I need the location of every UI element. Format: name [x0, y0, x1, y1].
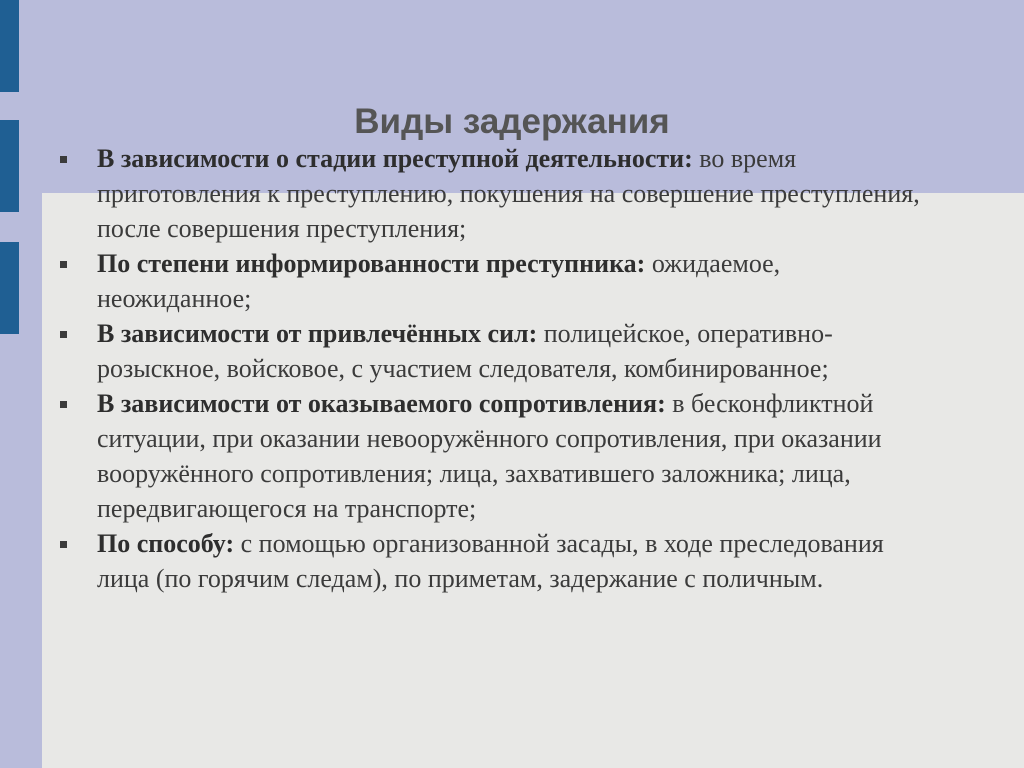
slide-title: Виды задержания — [354, 102, 670, 141]
item-heading: В зависимости от привлечённых сил: — [97, 319, 538, 348]
list-item — [60, 141, 940, 246]
bullet-list — [60, 141, 940, 596]
item-heading: По степени информированности преступника: — [97, 249, 646, 278]
bullet-icon — [60, 331, 67, 338]
item-text: ожидаемое, неожиданное; — [97, 249, 781, 313]
item-text: в бесконфликтной ситуации, при оказании невооружённого сопротивления, при оказании вооружённого сопротивления; лица, захватившего заложника; лица, передвигающегося на транспорте; — [97, 389, 882, 523]
item-heading: В зависимости о стадии преступной деятельности: — [97, 144, 693, 173]
list-item — [60, 526, 940, 596]
accent-bar — [0, 242, 19, 334]
list-item — [60, 386, 940, 526]
list-item — [60, 316, 940, 386]
accent-bar — [0, 0, 19, 92]
item-text: полицейское, оперативно-розыскное, войсковое, с участием следователя, комбинированное; — [97, 319, 833, 383]
bullet-icon — [60, 541, 67, 548]
bullet-icon — [60, 401, 67, 408]
list-item — [60, 246, 940, 316]
item-text: с помощью организованной засады, в ходе преследования лица (по горячим следам), по приметам, задержание с поличным. — [97, 529, 884, 593]
bullet-icon — [60, 156, 67, 163]
item-heading: В зависимости от оказываемого сопротивления: — [97, 389, 666, 418]
item-heading: По способу: — [97, 529, 235, 558]
bullet-icon — [60, 261, 67, 268]
item-text: во время приготовления к преступлению, покушения на совершение преступления, после совершения преступления; — [97, 144, 920, 243]
